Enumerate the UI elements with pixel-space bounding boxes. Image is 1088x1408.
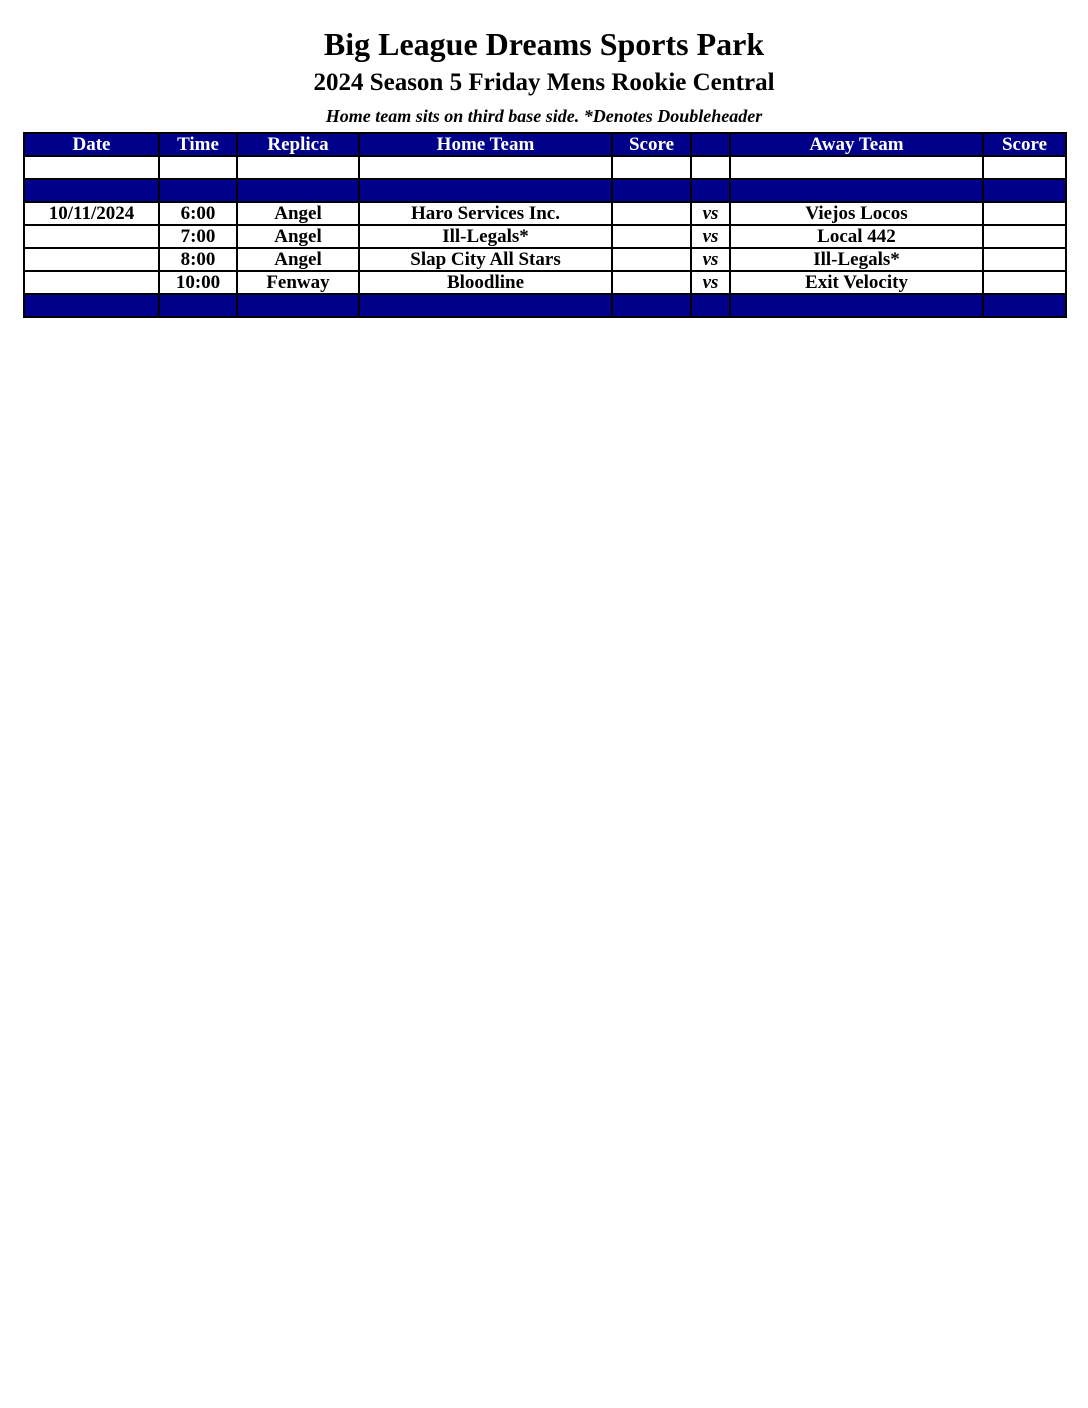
header-home-score: Score <box>612 133 691 156</box>
game-home-team: Haro Services Inc. <box>359 202 612 225</box>
schedule-table <box>23 132 1067 318</box>
game-time: 7:00 <box>159 225 237 248</box>
game-home-team: Slap City All Stars <box>359 248 612 271</box>
table-row <box>24 248 1066 271</box>
table-row <box>24 271 1066 294</box>
table-row <box>24 202 1066 225</box>
document-note: Home team sits on third base side. *Denotes Doubleheader <box>325 106 763 126</box>
game-time: 6:00 <box>159 202 237 225</box>
document-title: Big League Dreams Sports Park <box>323 26 765 62</box>
game-away-score <box>983 225 1066 248</box>
game-home-score <box>612 225 691 248</box>
game-vs: vs <box>691 248 730 271</box>
game-away-score <box>983 271 1066 294</box>
game-replica: Angel <box>237 202 359 225</box>
header-away-team: Away Team <box>730 133 983 156</box>
header-away-score: Score <box>983 133 1066 156</box>
game-date <box>24 225 159 248</box>
table-row <box>24 225 1066 248</box>
game-replica: Angel <box>237 225 359 248</box>
game-date: 10/11/2024 <box>24 202 159 225</box>
game-home-score <box>612 248 691 271</box>
separator-band-row <box>24 294 1066 317</box>
game-away-score <box>983 248 1066 271</box>
game-away-team: Ill-Legals* <box>730 248 983 271</box>
game-home-score <box>612 202 691 225</box>
game-time: 10:00 <box>159 271 237 294</box>
header-date: Date <box>24 133 159 156</box>
game-home-team: Bloodline <box>359 271 612 294</box>
game-home-score <box>612 271 691 294</box>
game-vs: vs <box>691 271 730 294</box>
separator-band-row <box>24 179 1066 202</box>
empty-row <box>24 156 1066 179</box>
game-away-team: Exit Velocity <box>730 271 983 294</box>
header-home-team: Home Team <box>359 133 612 156</box>
game-away-score <box>983 202 1066 225</box>
game-date <box>24 248 159 271</box>
game-date <box>24 271 159 294</box>
table-header-row <box>24 133 1066 156</box>
header-vs <box>691 133 730 156</box>
game-time: 8:00 <box>159 248 237 271</box>
header-replica: Replica <box>237 133 359 156</box>
game-replica: Fenway <box>237 271 359 294</box>
game-vs: vs <box>691 225 730 248</box>
game-replica: Angel <box>237 248 359 271</box>
game-vs: vs <box>691 202 730 225</box>
document-subtitle: 2024 Season 5 Friday Mens Rookie Central <box>313 69 775 96</box>
game-away-team: Viejos Locos <box>730 202 983 225</box>
game-away-team: Local 442 <box>730 225 983 248</box>
game-home-team: Ill-Legals* <box>359 225 612 248</box>
header-time: Time <box>159 133 237 156</box>
